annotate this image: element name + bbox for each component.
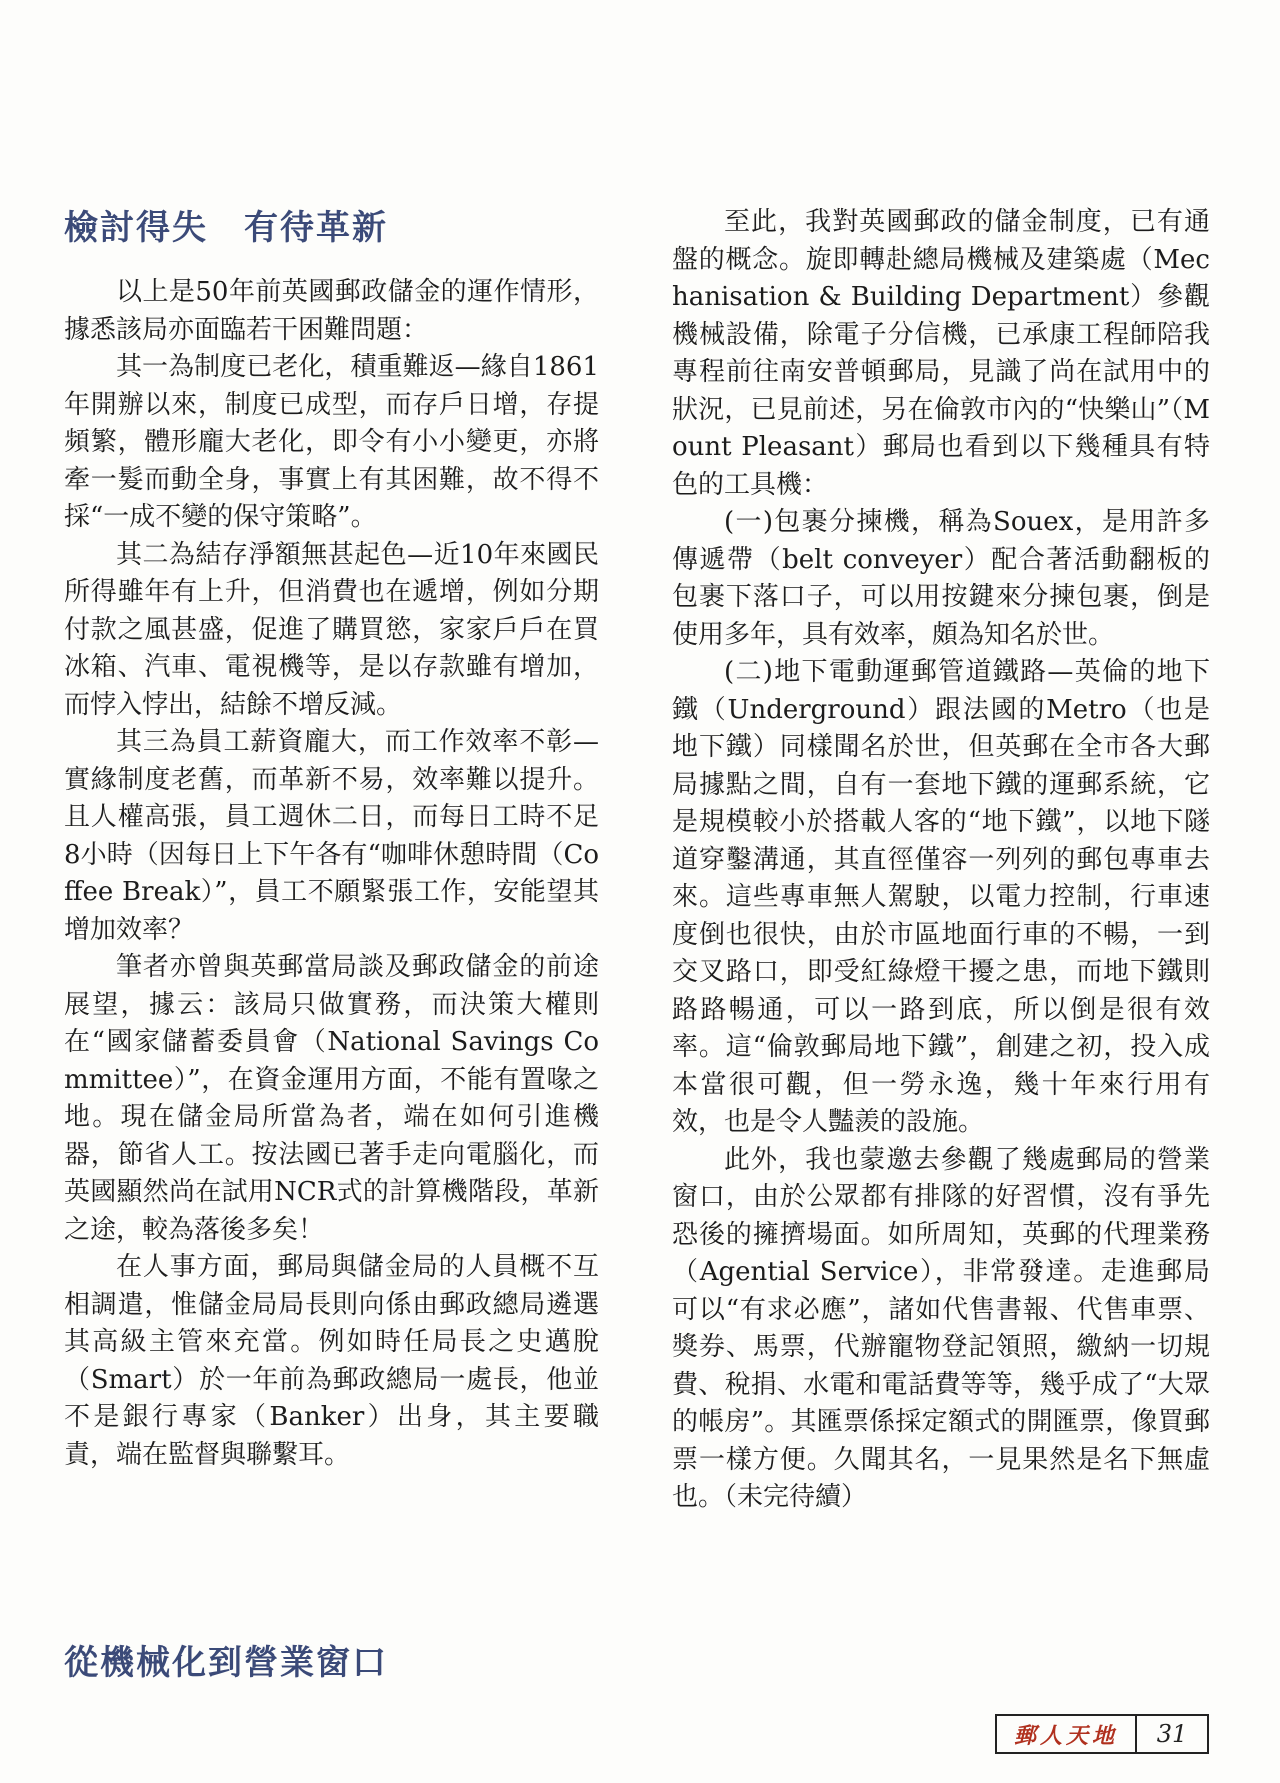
paragraph: 其三為員工薪資龐大，而工作效率不彰—實緣制度老舊，而革新不易，效率難以提升。且人權高張，員工週休二日，而每日工時不足8小時（因每日上下午各有“咖啡休憩時間（Coffee Break）”，員工不願緊張工作，安能望其增加效率？	[64, 727, 599, 945]
paragraph: (一)包裹分揀機，稱為Souex，是用許多傳遞帶（belt conveyer）配合著活動翻板的包裹下落口子，可以用按鍵來分揀包裹，倒是使用多年，具有效率，頗為知名於世。	[672, 507, 1210, 650]
paragraph: 筆者亦曾與英郵當局談及郵政儲金的前途展望，據云：該局只做實務，而決策大權則在“國家儲蓄委員會（National Savings Committee）”，在資金運用方面，不能有置喙之地。現在儲金局所當為者，端在如何引進機器，節省人工。按法國已著手走向電腦化，而英國顯然尚在試用NCR式的計算機階段，革新之途，較為落後多矣！	[64, 952, 599, 1245]
paragraph: 其一為制度已老化，積重難返—緣自1861年開辦以來，制度已成型，而存戶日增，存提頻繁，體形龐大老化，即令有小小變更，亦將牽一髮而動全身，事實上有其困難，故不得不採“一成不變的保守策略”。	[64, 352, 599, 532]
left-column	[64, 200, 599, 1474]
paragraph: 以上是50年前英國郵政儲金的運作情形，據悉該局亦面臨若干困難問題：	[64, 277, 599, 345]
right-column	[672, 204, 1210, 1517]
paragraph: (二)地下電動運郵管道鐵路—英倫的地下鐵（Underground）跟法國的Metro（也是地下鐵）同樣聞名於世，但英郵在全市各大郵局據點之間，自有一套地下鐵的運郵系統，它是規模較小於搭載人客的“地下鐵”，以地下隧道穿鑿溝通，其直徑僅容一列列的郵包專車去來。這些專車無人駕駛，以電力控制，行車速度倒也很快，由於市區地面行車的不暢，一到交叉路口，即受紅綠燈干擾之患，而地下鐵則路路暢通，可以一路到底，所以倒是很有效率。這“倫敦郵局地下鐵”，創建之初，投入成本當很可觀，但一勞永逸，幾十年來行用有效，也是令人豔羨的設施。	[672, 657, 1210, 1137]
section-heading: 從機械化到營業窗口	[64, 1643, 388, 1683]
magazine-name: 郵人天地	[1013, 1722, 1118, 1749]
paragraph: 其二為結存淨額無甚起色—近10年來國民所得雖年有上升，但消費也在遞增，例如分期付款之風甚盛，促進了購買慾，家家戶戶在買冰箱、汽車、電視機等，是以存款雖有增加，而悖入悖出，結餘不增反減。	[64, 539, 599, 720]
paragraph: 在人事方面，郵局與儲金局的人員概不互相調遣，惟儲金局局長則向係由郵政總局遴選其高級主管來充當。例如時任局長之史邁脫（Smart）於一年前為郵政總局一處長，他並不是銀行專家（Banker）出身，其主要職責，端在監督與聯繫耳。	[64, 1252, 599, 1470]
page-number: 31	[1156, 1720, 1188, 1748]
section-heading: 檢討得失 有待革新	[64, 208, 388, 248]
paragraph: 至此，我對英國郵政的儲金制度，已有通盤的概念。旋即轉赴總局機械及建築處（Mechanisation & Building Department）參觀機械設備，除電子分信機，已承康工程師陪我專程前往南安普頓郵局，見識了尚在試用中的狀況，已見前述，另在倫敦市內的“快樂山”（Mount Pleasant）郵局也看到以下幾種具有特色的工具機：	[672, 207, 1210, 500]
paragraph: 此外，我也蒙邀去參觀了幾處郵局的營業窗口，由於公眾都有排隊的好習慣，沒有爭先恐後的擁擠場面。如所周知，英郵的代理業務（Agential Service），非常發達。走進郵局可以“有求必應”，諸如代售書報、代售車票、獎券、馬票，代辦寵物登記領照，繳納一切規費、稅捐、水電和電話費等等，幾乎成了“大眾的帳房”。其匯票係採定額式的開匯票，像買郵票一樣方便。久聞其名，一見果然是名下無虛也。（未完待續）	[672, 1144, 1210, 1512]
page-footer	[995, 1714, 1209, 1754]
